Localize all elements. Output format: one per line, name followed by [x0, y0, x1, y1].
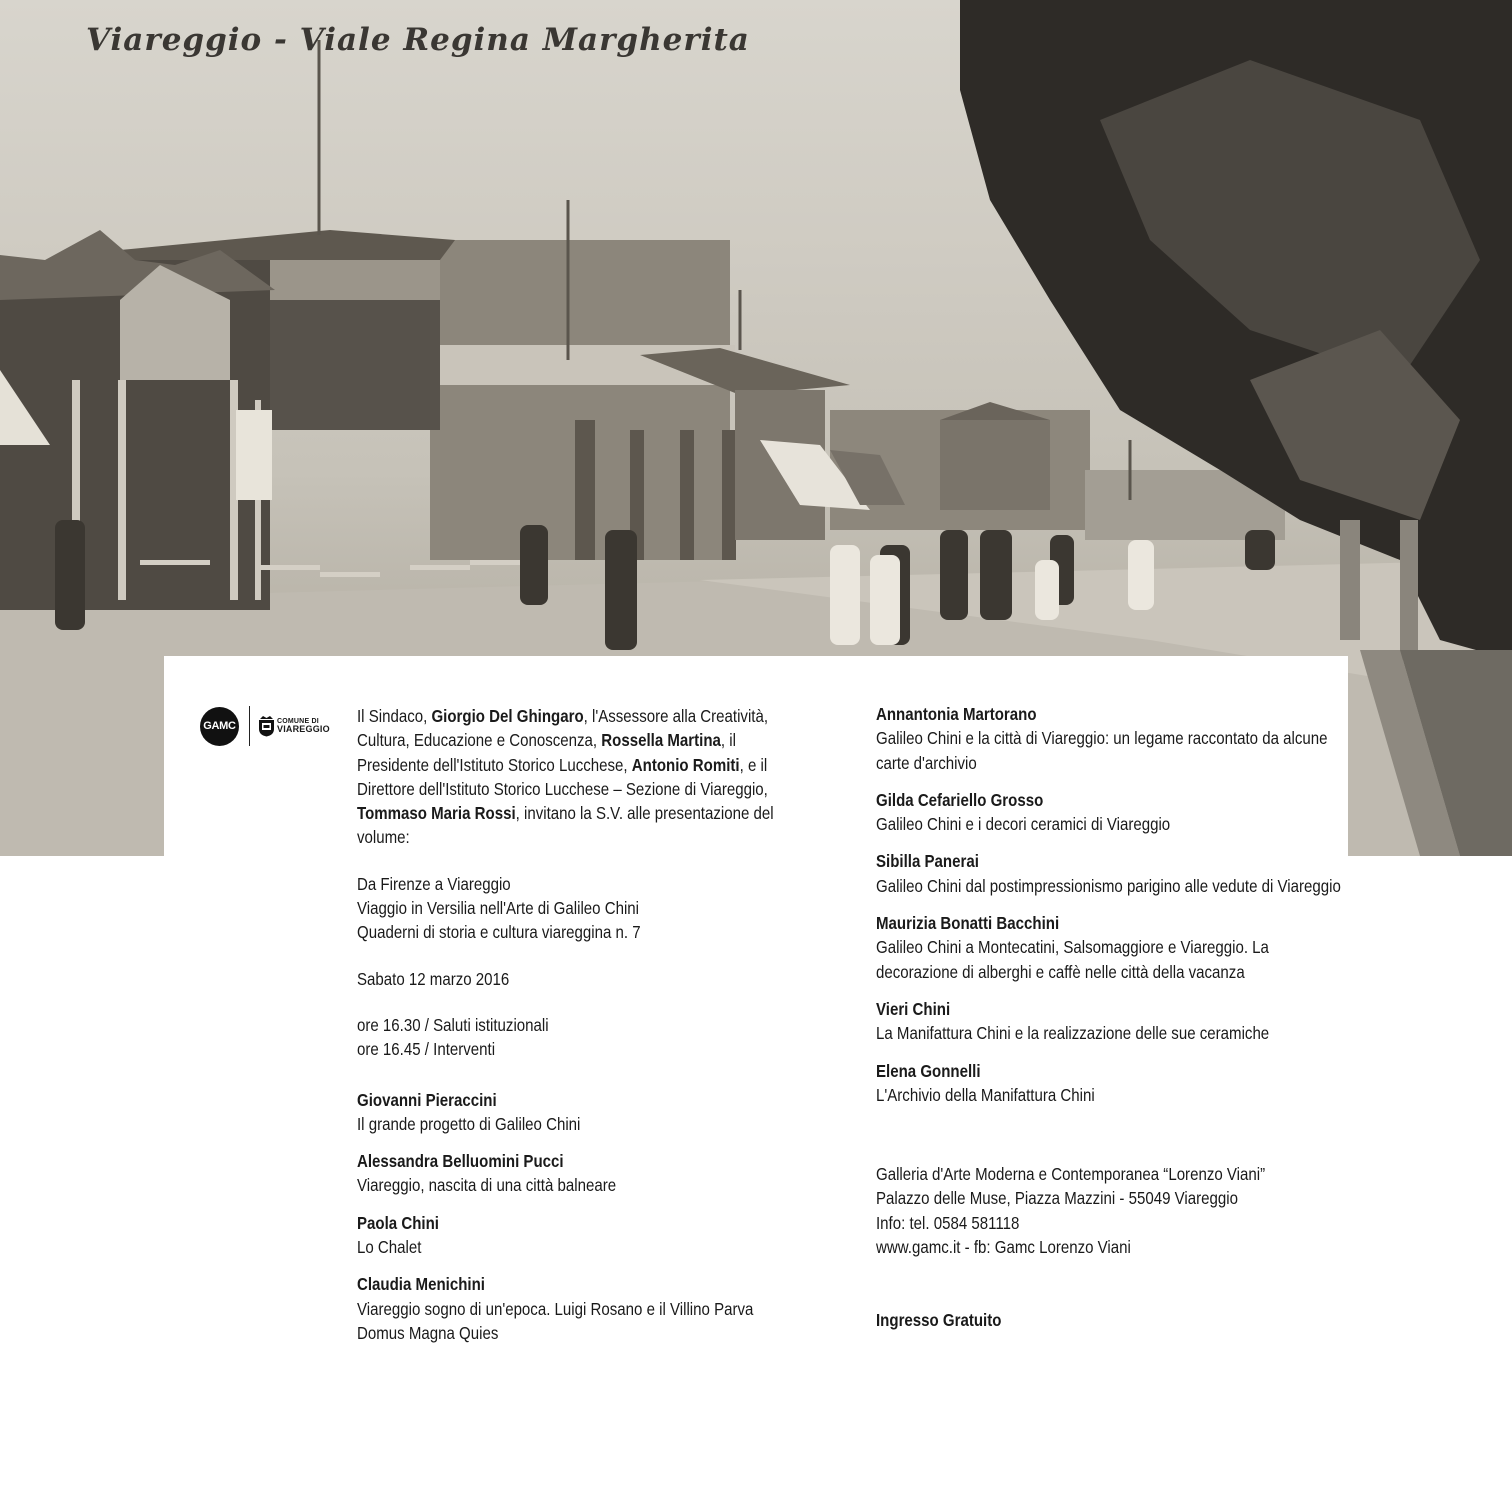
speaker-topic: La Manifattura Chini e la realizzazione delle sue ceramiche	[876, 1023, 1270, 1044]
intro-paragraph: Il Sindaco, Giorgio Del Ghingaro, l'Assessore alla Creatività, Cultura, Educazione e Conoscenza, Rossella Martina, il Presidente dell'Istituto Storico Lucchese, Antonio Romiti, e il Direttore dell'Istituto Storico Lucchese – Sezione di Viareggio, Tommaso Maria Rossi, invitano la S.V. alle presentazione del volume:	[357, 706, 774, 848]
speaker-name: Maurizia Bonatti Bacchini	[876, 913, 1060, 934]
schedule-item: ore 16.45 / Interventi	[357, 1039, 496, 1060]
sindaco-name: Giorgio Del Ghingaro	[431, 706, 584, 726]
speaker-topic: Galileo Chini dal postimpressionismo parigino alle vedute di Viareggio	[876, 875, 1341, 896]
speaker-name: Vieri Chini	[876, 998, 951, 1019]
speaker-topic: Il grande progetto di Galileo Chini	[357, 1113, 581, 1134]
speaker-topic: L'Archivio della Manifattura Chini	[876, 1084, 1095, 1105]
speaker-name: Elena Gonnelli	[876, 1060, 981, 1081]
presidente-name: Antonio Romiti	[631, 754, 740, 775]
admission-note: Ingresso Gratuito	[876, 1310, 1002, 1331]
venue-address: Palazzo delle Muse, Piazza Mazzini - 55049 Viareggio	[876, 1188, 1238, 1209]
gamc-logo[interactable]: GAMC	[200, 707, 239, 746]
speaker-name: Giovanni Pieraccini	[357, 1089, 497, 1110]
speaker-topic: Viareggio sogno di un'epoca. Luigi Rosano e il Villino Parva Domus Magna Quies	[357, 1298, 754, 1343]
crest-icon	[258, 715, 275, 737]
speaker-item	[876, 911, 1345, 984]
speaker-item	[876, 997, 1345, 1046]
speaker-item	[357, 1211, 787, 1260]
logo-block	[200, 706, 330, 746]
speaker-name: Gilda Cefariello Grosso	[876, 789, 1044, 810]
comune-logo[interactable]	[258, 715, 330, 737]
speaker-name: Claudia Menichini	[357, 1274, 485, 1295]
speaker-item	[876, 1059, 1345, 1108]
speaker-name: Alessandra Belluomini Pucci	[357, 1151, 564, 1172]
comune-label-big: VIAREGGIO	[277, 724, 330, 734]
speaker-name: Paola Chini	[357, 1212, 439, 1233]
venue-phone[interactable]: Info: tel. 0584 581118	[876, 1212, 1020, 1233]
event-date: Sabato 12 marzo 2016	[357, 968, 510, 989]
speaker-name: Sibilla Panerai	[876, 851, 979, 872]
speaker-item	[357, 1272, 787, 1345]
speaker-topic: Galileo Chini a Montecatini, Salsomaggiore e Viareggio. La decorazione di alberghi e caffè nelle città della vacanza	[876, 937, 1269, 982]
direttore-name: Tommaso Maria Rossi	[357, 803, 516, 824]
speaker-topic: Galileo Chini e la città di Viareggio: un legame raccontato da alcune carte d'archivio	[876, 728, 1328, 773]
venue-web-link[interactable]: www.gamc.it - fb: Gamc Lorenzo Viani	[876, 1237, 1131, 1258]
venue-name: Galleria d'Arte Moderna e Contemporanea “Lorenzo Viani”	[876, 1164, 1266, 1185]
left-column	[357, 704, 787, 1345]
assessore-name: Rossella Martina	[601, 730, 721, 751]
speaker-item	[876, 849, 1345, 898]
speaker-topic: Galileo Chini e i decori ceramici di Viareggio	[876, 814, 1171, 835]
book-title-1: Da Firenze a Viareggio	[357, 873, 511, 894]
speaker-item	[357, 1149, 787, 1198]
photo-caption: Viareggio - Viale Regina Margherita	[86, 22, 750, 58]
logo-divider	[249, 706, 250, 746]
speaker-topic: Lo Chalet	[357, 1237, 422, 1258]
book-title-2: Viaggio in Versilia nell'Arte di Galileo Chini	[357, 898, 640, 919]
comune-label-small: COMUNE DI	[277, 718, 319, 725]
speaker-name: Annantonia Martorano	[876, 704, 1037, 724]
right-column	[876, 702, 1345, 1333]
speaker-item	[876, 702, 1345, 775]
schedule-item: ore 16.30 / Saluti istituzionali	[357, 1014, 549, 1035]
speaker-topic: Viareggio, nascita di una città balneare	[357, 1175, 617, 1196]
speaker-item	[876, 788, 1345, 837]
book-title-3: Quaderni di storia e cultura viareggina n. 7	[357, 922, 641, 943]
speaker-item	[357, 1088, 787, 1137]
